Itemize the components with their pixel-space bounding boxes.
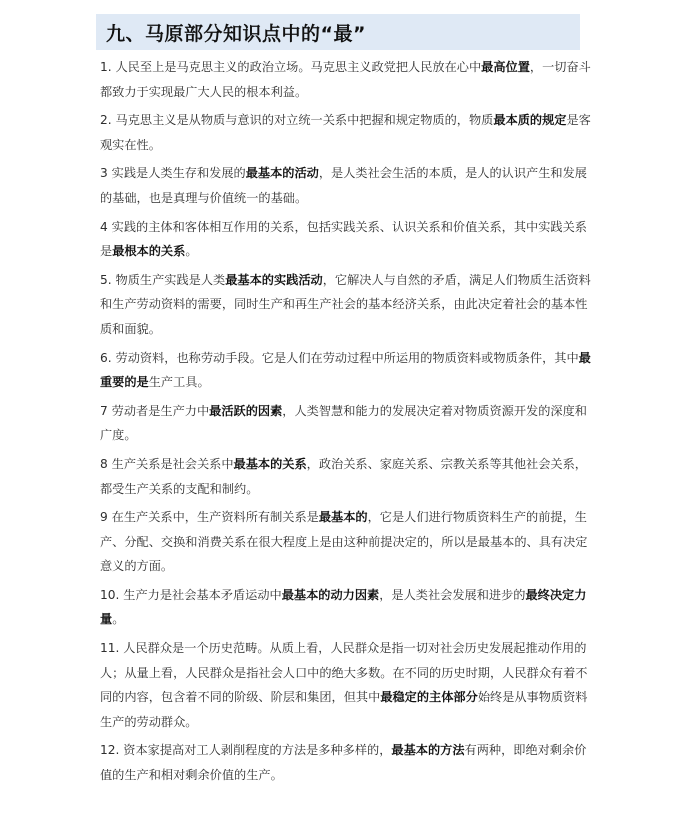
item-text: 有两种，即绝对剩余价值的生产和相对剩余价值的生产。 bbox=[100, 743, 587, 783]
item-text: 12. 资本家提高对工人剥削程度的方法是多种多样的， bbox=[100, 743, 392, 758]
list-item bbox=[100, 738, 594, 787]
emphasis-text: 最基本的动力因素 bbox=[281, 587, 380, 602]
section-header bbox=[96, 14, 580, 50]
list-item bbox=[100, 268, 594, 342]
item-text: 。 bbox=[112, 612, 125, 627]
item-text: 4 实践的主体和客体相互作用的关系，包括实践关系、认识关系和价值关系，其中实践关系是 bbox=[100, 219, 587, 259]
list-item bbox=[100, 215, 594, 264]
item-text: 1. 人民至上是马克思主义的政治立场。马克思主义政党把人民放在心中 bbox=[100, 60, 482, 74]
list-item bbox=[100, 55, 594, 104]
item-text: 生产工具。 bbox=[148, 375, 210, 390]
emphasis-text: 最本质的规定 bbox=[493, 113, 567, 128]
item-text: 7 劳动者是生产力中 bbox=[100, 403, 210, 418]
item-text: 6. 劳动资料，也称劳动手段。它是人们在劳动过程中所运用的物质资料或物质条件，其中 bbox=[100, 350, 579, 365]
emphasis-text: 最稳定的主体部分 bbox=[380, 690, 478, 705]
item-text: ，政治关系、家庭关系、宗教关系等其他社会关系，都受生产关系的支配和制约。 bbox=[100, 456, 587, 496]
list-item bbox=[100, 505, 594, 579]
list-item bbox=[100, 583, 594, 632]
emphasis-text: 最根本的关系 bbox=[112, 244, 186, 259]
item-text: 9 在生产关系中，生产资料所有制关系是 bbox=[100, 510, 319, 525]
list-item bbox=[100, 636, 594, 734]
emphasis-text: 最基本的关系 bbox=[233, 456, 307, 471]
emphasis-text: 最高位置 bbox=[481, 60, 530, 74]
emphasis-text: 最基本的 bbox=[318, 510, 368, 525]
list-item bbox=[100, 346, 594, 395]
item-text: 始终是从事物质资料生产的劳动群众。 bbox=[100, 690, 588, 729]
list-item bbox=[100, 108, 594, 157]
item-text: 3 实践是人类生存和发展的 bbox=[100, 166, 246, 181]
item-text: ，是人类社会生活的本质，是人的认识产生和发展的基础，也是真理与价值统一的基础。 bbox=[100, 166, 587, 205]
emphasis-text: 最基本的活动 bbox=[245, 166, 319, 181]
list-item bbox=[100, 452, 594, 501]
list-item bbox=[100, 399, 594, 448]
item-text: 2. 马克思主义是从物质与意识的对立统一关系中把握和规定物质的，物质 bbox=[100, 113, 494, 128]
item-text: 10. 生产力是社会基本矛盾运动中 bbox=[100, 587, 282, 602]
emphasis-text: 最活跃的因素 bbox=[209, 403, 283, 418]
section-title: 九、马原部分知识点中的“最” bbox=[106, 22, 366, 45]
item-text: 8 生产关系是社会关系中 bbox=[100, 456, 234, 471]
emphasis-text: 最基本的方法 bbox=[391, 743, 465, 758]
list-item bbox=[100, 161, 594, 210]
item-text: ，它解决人与自然的矛盾，满足人们物质生活资料和生产劳动资料的需要，同时生产和再生产社会的基本经济关系，由此决定着社会的基本性质和面貌。 bbox=[100, 272, 591, 336]
item-text: ，人类智慧和能力的发展决定着对物质资源开发的深度和广度。 bbox=[100, 403, 587, 443]
emphasis-text: 最基本的实践活动 bbox=[225, 272, 323, 287]
emphasis-text: 最重要的是 bbox=[100, 350, 591, 390]
item-text: 是客观实在性。 bbox=[100, 113, 591, 152]
item-text: 11. 人民群众是一个历史范畴。从质上看，人民群众是指一切对社会历史发展起推动作用的人；从量上看，人民群众是指社会人口中的绝大多数。在不同的历史时期，人民群众有着不同的内容，包含着不同的阶级、阶层和集团，但其中 bbox=[100, 641, 588, 705]
item-text: 5. 物质生产实践是人类 bbox=[100, 272, 226, 287]
item-text: 。 bbox=[185, 244, 198, 259]
knowledge-point-list bbox=[100, 55, 594, 792]
item-text: ，一切奋斗都致力于实现最广大人民的根本利益。 bbox=[100, 60, 591, 99]
item-text: ，是人类社会发展和进步的 bbox=[379, 587, 526, 602]
item-text: ，它是人们进行物质资料生产的前提，生产、分配、交换和消费关系在很大程度上是由这种前提决定的，所以是最基本的、具有决定意义的方面。 bbox=[100, 510, 588, 574]
emphasis-text: 最终决定力量 bbox=[100, 587, 587, 627]
